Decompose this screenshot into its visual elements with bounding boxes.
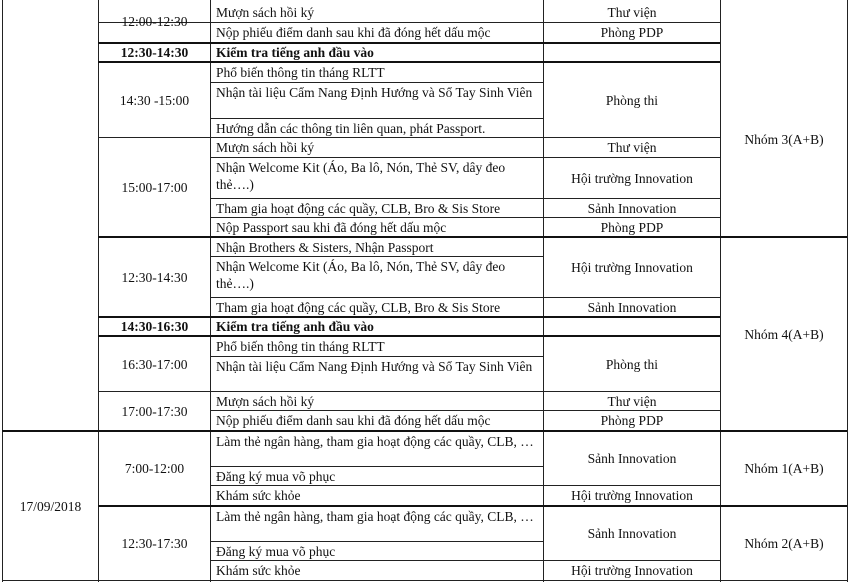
location-cell: Phòng PDP <box>600 25 664 40</box>
time-cell: 12:30-17:30 <box>121 536 188 551</box>
activity-cell: Nhận tài liệu Cẩm Nang Định Hướng và Sổ Tay Sinh Viên <box>216 85 533 100</box>
activity-cell: Nộp phiếu điểm danh sau khi đã đóng hết dấu mộc <box>216 413 491 428</box>
activity-cell: Nhận Welcome Kit (Áo, Ba lô, Nón, Thẻ SV, dây đeo thẻ….) <box>216 259 506 291</box>
time-cell: 16:30-17:00 <box>121 356 188 372</box>
time-cell: 12:30-14:30 <box>121 269 188 285</box>
activity-cell: Phổ biến thông tin tháng RLTT <box>216 65 385 80</box>
location-cell: Hội trường Innovation <box>571 170 693 186</box>
activity-cell: Khám sức khỏe <box>216 563 301 578</box>
location-cell: Thư viện <box>607 140 657 155</box>
group-cell: Nhóm 3(A+B) <box>744 131 824 147</box>
location-cell: Phòng thi <box>605 356 659 372</box>
activity-cell: Mượn sách hồi ký <box>216 5 315 20</box>
time-cell: 14:30-16:30 <box>120 319 189 334</box>
activity-cell: Mượn sách hồi ký <box>216 394 315 409</box>
group-cell: Nhóm 2(A+B) <box>744 536 824 551</box>
location-cell: Sảnh Innovation <box>587 299 677 315</box>
activity-cell: Phổ biến thông tin tháng RLTT <box>216 339 385 354</box>
activity-cell: Nhận Welcome Kit (Áo, Ba lô, Nón, Thẻ SV, dây đeo thẻ….) <box>216 160 506 192</box>
location-cell: Sảnh Innovation <box>587 200 677 216</box>
location-cell: Thư viện <box>607 5 657 20</box>
activity-cell: Làm thẻ ngân hàng, tham gia hoạt động các quầy, CLB, … <box>216 434 534 449</box>
location-cell: Hội trường Innovation <box>571 563 693 578</box>
activity-cell: Nhận tài liệu Cẩm Nang Định Hướng và Sổ Tay Sinh Viên <box>216 359 533 374</box>
time-cell: 14:30 -15:00 <box>119 92 190 108</box>
location-cell: Sảnh Innovation <box>587 526 677 541</box>
time-cell: 12:00-12:30 <box>121 13 188 29</box>
activity-cell: Đăng ký mua võ phục <box>216 544 336 559</box>
location-cell: Phòng PDP <box>600 219 664 235</box>
group-cell: Nhóm 4(A+B) <box>744 326 824 342</box>
time-cell: 7:00-12:00 <box>124 461 185 476</box>
group-cell: Nhóm 1(A+B) <box>744 461 824 476</box>
date-cell: 17/09/2018 <box>19 498 82 514</box>
location-cell: Hội trường Innovation <box>571 488 693 503</box>
location-cell: Phòng thi <box>605 92 659 108</box>
activity-cell: Hướng dẫn các thông tin liên quan, phát Passport. <box>216 121 486 136</box>
location-cell: Phòng PDP <box>600 413 664 428</box>
activity-cell: Làm thẻ ngân hàng, tham gia hoạt động các quầy, CLB, … <box>216 509 534 524</box>
activity-cell: Đăng ký mua võ phục <box>216 469 336 484</box>
activity-cell: Nộp phiếu điểm danh sau khi đã đóng hết dấu mộc <box>216 25 491 40</box>
activity-cell: Tham gia hoạt động các quầy, CLB, Bro & Sis Store <box>216 201 501 216</box>
table-border-right <box>847 0 848 582</box>
time-cell: 15:00-17:00 <box>121 179 188 195</box>
activity-cell: Kiểm tra tiếng anh đầu vào <box>216 45 374 60</box>
location-cell: Sảnh Innovation <box>587 451 677 466</box>
table-border-bottom <box>2 580 847 581</box>
activity-cell: Nộp Passport sau khi đã đóng hết dấu mộc <box>216 220 447 235</box>
activity-cell: Nhận Brothers & Sisters, Nhận Passport <box>216 240 434 255</box>
location-cell: Thư viện <box>607 393 657 409</box>
activity-cell: Tham gia hoạt động các quầy, CLB, Bro & Sis Store <box>216 300 501 315</box>
time-cell: 17:00-17:30 <box>121 403 188 419</box>
location-cell: Hội trường Innovation <box>571 260 693 275</box>
time-cell: 12:30-14:30 <box>120 45 189 60</box>
activity-cell: Khám sức khỏe <box>216 488 301 503</box>
activity-cell: Kiểm tra tiếng anh đầu vào <box>216 319 374 334</box>
activity-cell: Mượn sách hồi ký <box>216 140 315 155</box>
